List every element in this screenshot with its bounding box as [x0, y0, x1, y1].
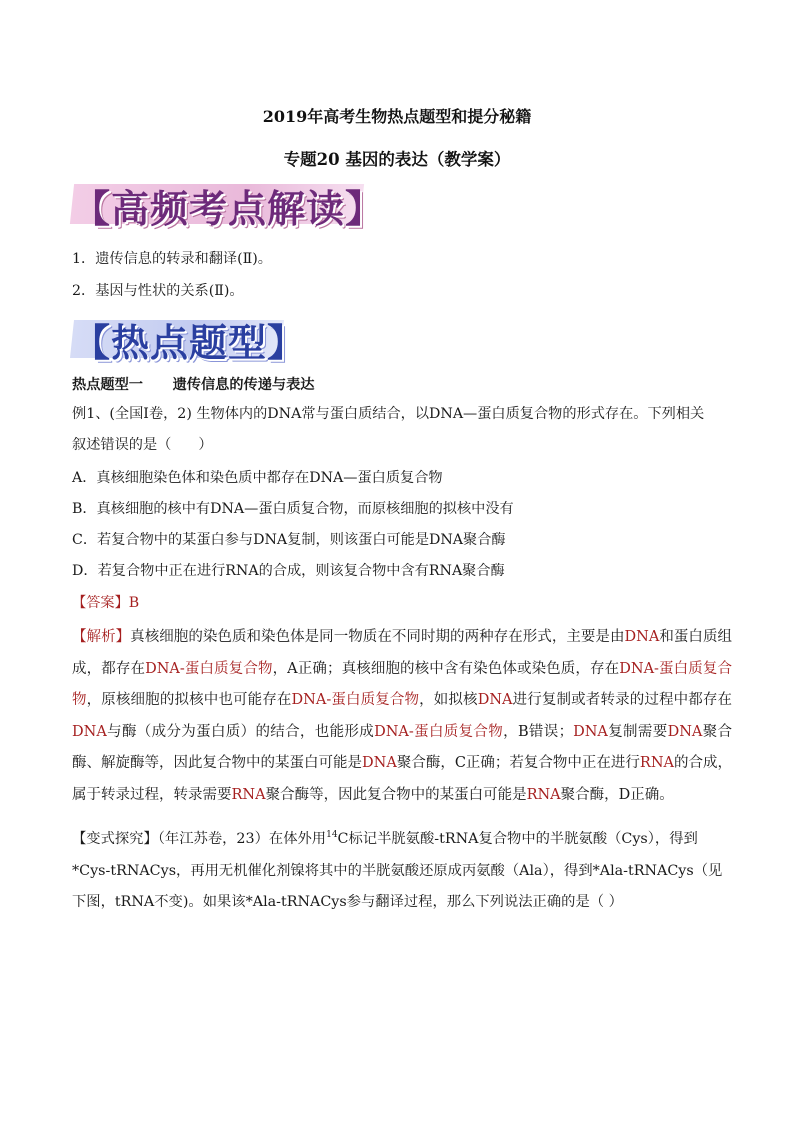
- analysis-highlight: DNA: [72, 723, 107, 740]
- option-a: A．真核细胞染色体和染色质中都存在DNA—蛋白质复合物: [72, 470, 443, 486]
- banner-high-frequency-points: [72, 180, 385, 231]
- analysis-highlight: DNA-蛋白质复合物: [145, 660, 273, 677]
- analysis-text: 复制需要: [607, 723, 668, 740]
- analysis-highlight: DNA-蛋白质复合物: [72, 660, 732, 708]
- analysis-text: 聚合酶等，因此复合物中的某蛋白可能是: [265, 786, 527, 803]
- analysis-highlight: DNA: [477, 692, 513, 708]
- option-b: B．真核细胞的核中有DNA—蛋白质复合物，而原核细胞的拟核中没有: [72, 501, 514, 517]
- document-subtitle: 专题20 基因的表达（教学案）: [283, 150, 511, 169]
- analysis-highlight: DNA: [667, 723, 703, 740]
- variant-text: （年江苏卷，23）在体外用: [157, 831, 327, 847]
- answer: [72, 592, 732, 612]
- analysis-text: 聚合酶，D正确。: [560, 786, 674, 803]
- example-question-line-1: 例1、(全国Ⅰ卷，2) 生物体内的DNA常与蛋白质结合，以DNA—蛋白质复合物的形式存在。下列相关: [72, 406, 705, 422]
- analysis-highlight: RNA: [231, 786, 266, 803]
- analysis-text: ，B错误；: [503, 723, 574, 740]
- analysis-label: 【解析】: [72, 629, 131, 645]
- variant-label: 【变式探究】: [72, 831, 158, 847]
- point-item-2: 2．基因与性状的关系(Ⅱ)。: [72, 283, 244, 299]
- analysis-highlight: DNA: [624, 629, 660, 645]
- variant-text: C标记半胱氨酸-tRNA复合物中的半胱氨酸（Cys），得到*Cys-tRNACys，再用无机催化剂镍将其中的半胱氨酸还原成丙氨酸（Ala），得到*Ala-tRNACys（见下图，tRNA不变)。如果该*Ala-tRNACys参与翻译过程，那么下列说法正确的是（ ）: [72, 831, 723, 910]
- example-question-line-2: 叙述错误的是（ ）: [72, 437, 213, 453]
- analysis-text: 的合成，属于转录过程，转录需要: [72, 755, 733, 803]
- analysis-highlight: DNA-蛋白质复合物: [291, 692, 420, 708]
- analysis-highlight: RNA: [526, 786, 561, 803]
- point-item-1: 1．遗传信息的转录和翻译(Ⅱ)。: [72, 251, 272, 267]
- option-d: D．若复合物中正在进行RNA的合成，则该复合物中含有RNA聚合酶: [72, 563, 505, 579]
- banner-hot-topics: [72, 314, 307, 365]
- isotope-superscript: 14: [326, 830, 338, 841]
- document-title: 2019年高考生物热点题型和提分秘籍: [262, 107, 532, 126]
- analysis-text: 和蛋白质组成，都存在: [72, 629, 733, 677]
- analysis-text: 聚合酶、解旋酶等，因此复合物中的某蛋白可能是: [72, 723, 733, 771]
- analysis-text: 聚合酶，C正确；若复合物中正在进行: [396, 755, 640, 771]
- analysis-text: 进行复制或者转录的过程中都存在: [512, 692, 733, 708]
- analysis-text: 与酶（成分为蛋白质）的结合，也能形成: [106, 723, 375, 740]
- analysis-highlight: RNA: [639, 755, 674, 771]
- variant-paragraph: [72, 824, 732, 919]
- option-c: C．若复合物中的某蛋白参与DNA复制，则该蛋白可能是DNA聚合酶: [72, 532, 506, 548]
- answer-value: B: [128, 595, 140, 611]
- banner-label: 【高频考点解读】: [72, 186, 385, 231]
- analysis-text: ，如拟核: [419, 692, 478, 708]
- analysis-text: ，原核细胞的拟核中也可能存在: [86, 692, 292, 708]
- answer-label: 【答案】: [72, 595, 129, 611]
- banner-label: 【热点题型】: [72, 320, 307, 365]
- analysis-text: ，A正确；真核细胞的核中含有染色体或染色质，存在: [272, 660, 620, 677]
- analysis-text: 真核细胞的染色质和染色体是同一物质在不同时期的两种存在形式，主要是由: [130, 629, 625, 645]
- section-heading: 热点题型一 遗传信息的传递与表达: [72, 377, 315, 393]
- analysis-highlight: DNA-蛋白质复合物: [374, 723, 504, 740]
- analysis-highlight: DNA: [362, 755, 397, 771]
- analysis-highlight: DNA: [573, 723, 608, 740]
- analysis-paragraph: [72, 622, 732, 811]
